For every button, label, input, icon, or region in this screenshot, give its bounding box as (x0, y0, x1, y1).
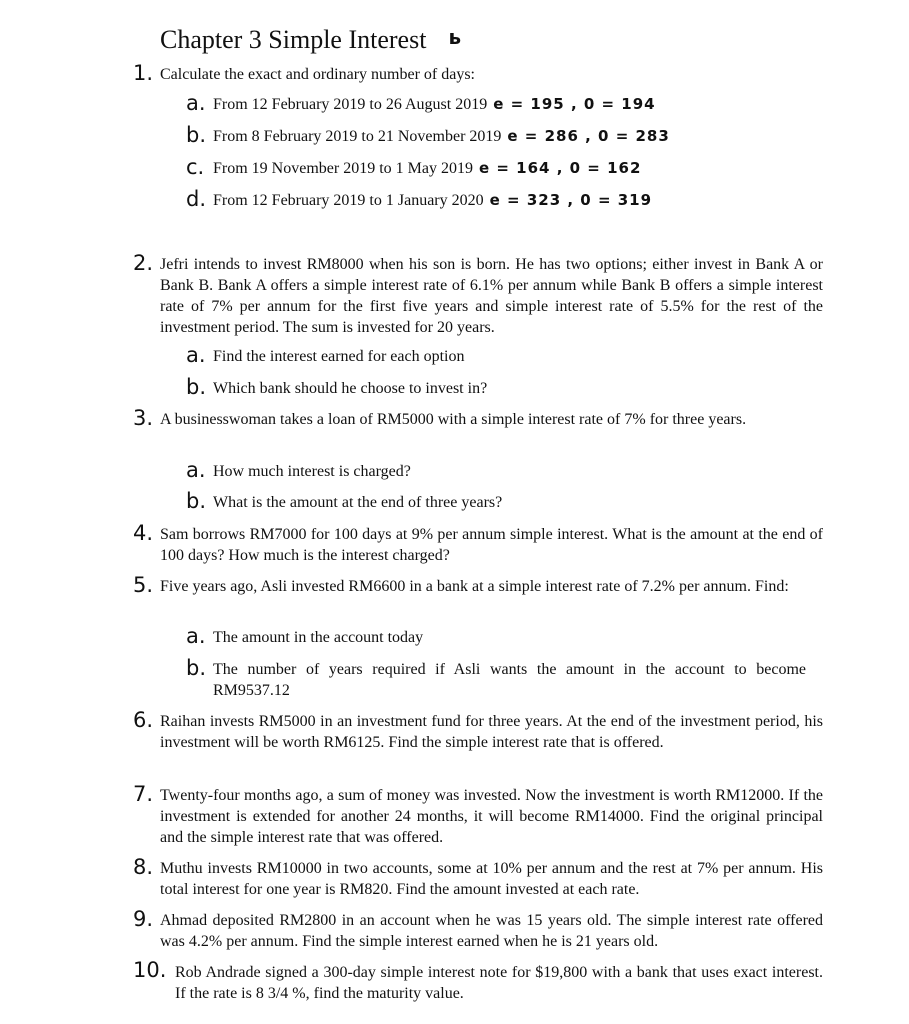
sub-letter: a. (186, 343, 206, 367)
handwritten-mark: ь (448, 25, 462, 49)
sub-letter: b. (186, 123, 207, 147)
question-text: Raihan invests RM5000 in an investment fund for three years. At the end of the investment period, his investment will be worth RM6125. Find the simple interest rate that is offered. (160, 713, 823, 751)
sub-letter: b. (186, 656, 207, 680)
question-number: 1. (133, 61, 154, 85)
handwritten-answer: e = 286 , 0 = 283 (507, 127, 670, 145)
question-number: 8. (133, 855, 154, 879)
question-5 (133, 573, 823, 597)
sub-text: From 19 November 2019 to 1 May 2019 (213, 160, 473, 177)
question-4 (133, 521, 823, 566)
sub-text: From 12 February 2019 to 26 August 2019 (213, 96, 488, 113)
sub-text: From 12 February 2019 to 1 January 2020 (213, 192, 484, 209)
sub-text: The amount in the account today (213, 629, 424, 646)
question-text: Twenty-four months ago, a sum of money was invested. Now the investment is worth RM12000. If the investment is extended for another 24 months, it will become RM14000. Find the original principal and the simple interest rate that was offered. (160, 787, 823, 846)
question-10 (133, 958, 823, 1004)
sub-letter: b. (186, 489, 207, 513)
sub-letter: d. (186, 187, 207, 211)
question-2a (186, 343, 806, 367)
question-number: 9. (133, 907, 154, 931)
question-1c (186, 155, 806, 179)
question-1 (133, 61, 823, 85)
question-2b (186, 375, 806, 399)
question-text: Sam borrows RM7000 for 100 days at 9% per annum simple interest. What is the amount at the end of 100 days? How much is the interest charged? (160, 526, 823, 564)
question-8 (133, 855, 823, 900)
question-2 (133, 251, 823, 338)
question-number: 3. (133, 406, 154, 430)
question-3b (186, 489, 806, 513)
question-text: Rob Andrade signed a 300-day simple interest note for $19,800 with a bank that uses exact interest. If the rate is 8 3/4 %, find the maturity value. (175, 964, 823, 1002)
question-text: Calculate the exact and ordinary number of days: (160, 66, 475, 83)
question-9 (133, 907, 823, 952)
sub-text: The number of years required if Asli wants the amount in the account to become RM9537.12 (213, 661, 806, 699)
question-1d (186, 187, 806, 211)
question-number: 7. (133, 782, 154, 806)
handwritten-answer: e = 323 , 0 = 319 (489, 191, 653, 209)
sub-text: Find the interest earned for each option (213, 348, 465, 365)
sub-letter: a. (186, 91, 206, 115)
question-3a (186, 458, 806, 482)
question-7 (133, 782, 823, 848)
sub-letter: c. (186, 155, 205, 179)
question-text: Muthu invests RM10000 in two accounts, some at 10% per annum and the rest at 7% per annum. His total interest for one year is RM820. Find the amount invested at each rate. (160, 860, 823, 898)
question-5a (186, 624, 806, 648)
page-title (160, 22, 461, 59)
question-number: 2. (133, 251, 154, 275)
handwritten-answer: e = 164 , 0 = 162 (478, 159, 642, 177)
sub-text: How much interest is charged? (213, 463, 411, 480)
handwritten-answer: e = 195 , 0 = 194 (493, 95, 656, 113)
sub-text: From 8 February 2019 to 21 November 2019 (213, 128, 502, 145)
question-text: Five years ago, Asli invested RM6600 in a bank at a simple interest rate of 7.2% per annum. Find: (160, 578, 789, 595)
question-5b (186, 656, 806, 701)
sub-text: What is the amount at the end of three years? (213, 494, 503, 511)
sub-text: Which bank should he choose to invest in? (213, 380, 488, 397)
question-1a (186, 91, 806, 115)
title-text: Chapter 3 Simple Interest (160, 25, 427, 54)
sub-letter: a. (186, 458, 206, 482)
sub-letter: a. (186, 624, 206, 648)
question-6 (133, 708, 823, 753)
question-3 (133, 406, 823, 430)
question-number: 5. (133, 573, 154, 597)
question-text: A businesswoman takes a loan of RM5000 with a simple interest rate of 7% for three years. (160, 411, 747, 428)
question-number: 6. (133, 708, 154, 732)
question-text: Ahmad deposited RM2800 in an account when he was 15 years old. The simple interest rate offered was 4.2% per annum. Find the simple interest earned when he is 21 years old. (160, 912, 823, 950)
question-text: Jefri intends to invest RM8000 when his son is born. He has two options; either invest in Bank A or Bank B. Bank A offers a simple interest rate of 6.1% per annum while Bank B offers a simple interest rate of 7% per annum for the first five years and simple interest rate of 5.5% for the rest of the investment period. The sum is invested for 20 years. (160, 256, 823, 336)
question-1b (186, 123, 806, 147)
question-number: 10. (133, 958, 167, 982)
sub-letter: b. (186, 375, 207, 399)
question-number: 4. (133, 521, 154, 545)
